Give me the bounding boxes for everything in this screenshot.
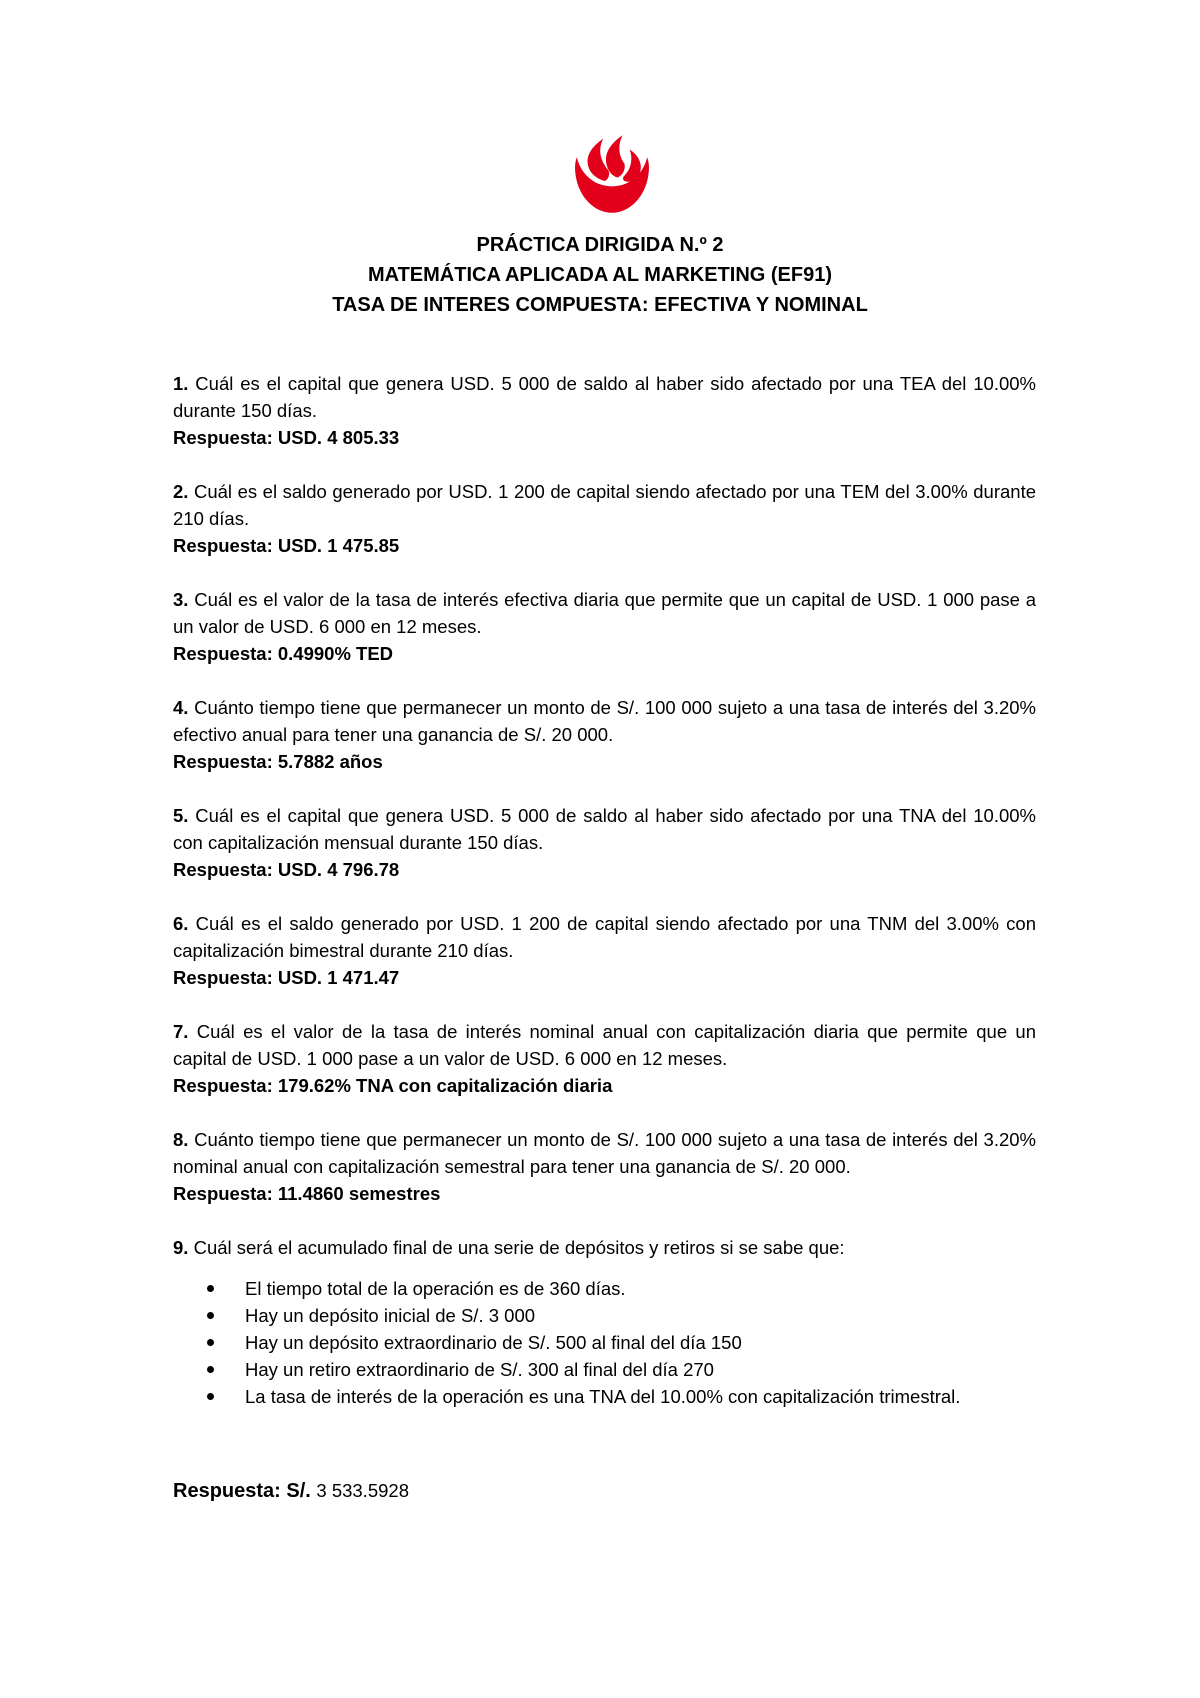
question-answer: Respuesta: USD. 4 805.33 [173,427,400,448]
question-number: 1. [173,373,189,394]
question-number: 7. [173,1021,189,1042]
question-2 [173,478,1036,559]
header-line-1: PRÁCTICA DIRIGIDA N.º 2 [476,234,724,256]
question-5 [173,802,1036,883]
question-answer: Respuesta: 5.7882 años [173,751,383,772]
question-body: Cuál será el acumulado final de una serie de depósitos y retiros si se sabe que: [193,1237,845,1258]
header-line-3: TASA DE INTERES COMPUESTA: EFECTIVA Y NOMINAL [332,294,868,316]
question-body: Cuál es el saldo generado por USD. 1 200 de capital siendo afectado por una TNM del 3.00% con capitalización bimestral durante 210 días. [173,913,1036,961]
question-number: 9. [173,1237,189,1258]
list-item [173,1302,1036,1329]
list-item-text: Hay un depósito inicial de S/. 3 000 [245,1305,536,1326]
question-answer: Respuesta: USD. 1 475.85 [173,535,400,556]
question-3 [173,586,1036,667]
question-7 [173,1018,1036,1099]
question-body: Cuál es el capital que genera USD. 5 000 de saldo al haber sido afectado por una TEA del 10.00% durante 150 días. [173,373,1036,421]
list-item [173,1383,1036,1410]
question-answer: Respuesta: USD. 1 471.47 [173,967,400,988]
question-text [173,586,1036,640]
question-8 [173,1126,1036,1207]
question-text [173,802,1036,856]
question-number: 4. [173,697,189,718]
list-item-text: La tasa de interés de la operación es una TNA del 10.00% con capitalización trimestral. [245,1386,961,1407]
question-text [173,694,1036,748]
question-number: 3. [173,589,189,610]
final-answer [173,1480,409,1503]
header-line-2: MATEMÁTICA APLICADA AL MARKETING (EF91) [367,264,833,286]
question-text [173,370,1036,424]
question-answer: Respuesta: 179.62% TNA con capitalización diaria [173,1075,613,1096]
question-answer: Respuesta: 0.4990% TED [173,643,394,664]
question-text [173,1126,1036,1180]
question-number: 2. [173,481,189,502]
bullet-icon [207,1312,214,1319]
question-text [173,910,1036,964]
final-answer-label: Respuesta: S/. [173,1480,311,1502]
list-item [173,1275,1036,1302]
question-body: Cuál es el valor de la tasa de interés efectiva diaria que permite que un capital de USD. 1 000 pase a un valor de USD. 6 000 en 12 meses. [173,589,1037,637]
question-text [173,1018,1036,1072]
question-number: 6. [173,913,189,934]
question-answer: Respuesta: USD. 4 796.78 [173,859,400,880]
question-9 [173,1234,1036,1410]
question-6 [173,910,1036,991]
questions-list [173,370,1036,1437]
question-text [173,1234,1036,1261]
document-header [0,230,1200,320]
list-item-text: Hay un retiro extraordinario de S/. 300 al final del día 270 [245,1359,714,1380]
bullet-icon [207,1366,214,1373]
bullet-icon [207,1285,214,1292]
list-item-text: Hay un depósito extraordinario de S/. 500 al final del día 150 [245,1332,742,1353]
question-4 [173,694,1036,775]
final-answer-value: 3 533.5928 [316,1480,409,1501]
bullet-icon [207,1393,214,1400]
question-answer: Respuesta: 11.4860 semestres [173,1183,441,1204]
conditions-list [173,1275,1036,1410]
question-body: Cuál es el saldo generado por USD. 1 200 de capital siendo afectado por una TEM del 3.00% durante 210 días. [173,481,1036,529]
question-body: Cuál es el capital que genera USD. 5 000 de saldo al haber sido afectado por una TNA del 10.00% con capitalización mensual durante 150 días. [173,805,1037,853]
question-1 [173,370,1036,451]
question-body: Cuál es el valor de la tasa de interés nominal anual con capitalización diaria que permite que un capital de USD. 1 000 pase a un valor de USD. 6 000 en 12 meses. [173,1021,1037,1069]
university-logo-icon [568,130,656,218]
question-body: Cuánto tiempo tiene que permanecer un monto de S/. 100 000 sujeto a una tasa de interés del 3.20% efectivo anual para tener una ganancia de S/. 20 000. [173,697,1037,745]
list-item [173,1329,1036,1356]
bullet-icon [207,1339,214,1346]
list-item [173,1356,1036,1383]
list-item-text: El tiempo total de la operación es de 360 días. [245,1278,626,1299]
question-text [173,478,1036,532]
question-body: Cuánto tiempo tiene que permanecer un monto de S/. 100 000 sujeto a una tasa de interés del 3.20% nominal anual con capitalización semestral para tener una ganancia de S/. 20 000. [173,1129,1037,1177]
question-number: 8. [173,1129,189,1150]
question-number: 5. [173,805,189,826]
